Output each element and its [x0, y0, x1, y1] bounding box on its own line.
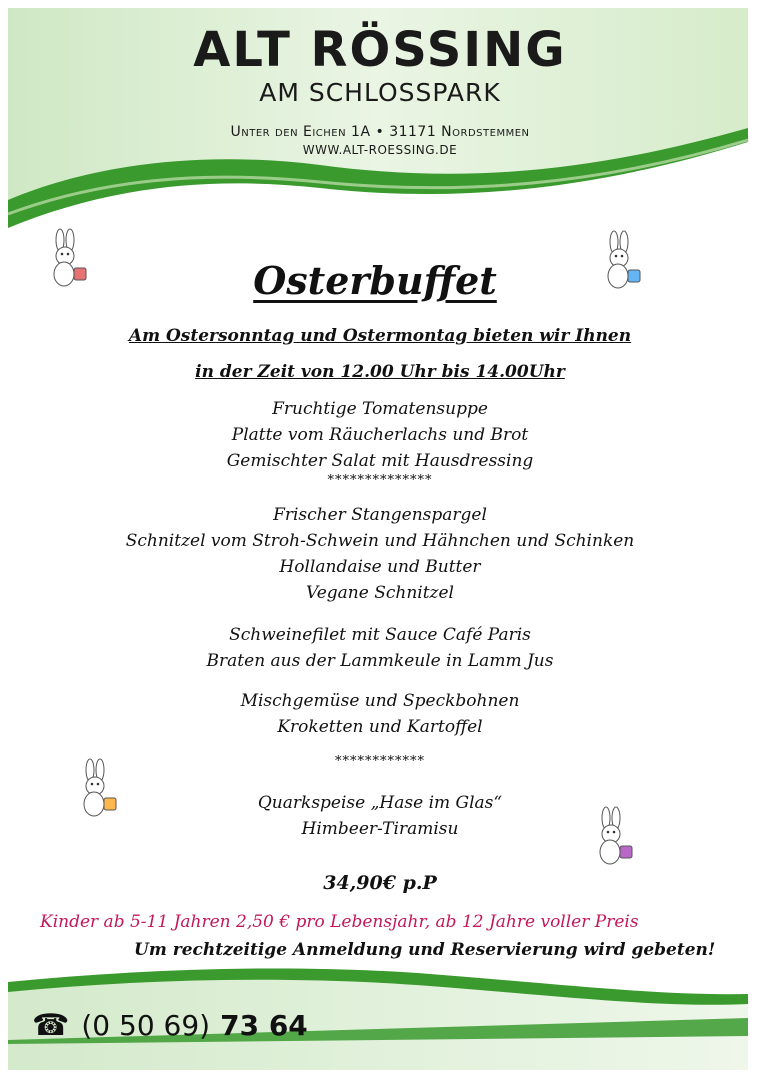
menu-item: Fruchtige Tomatensuppe [272, 399, 488, 419]
restaurant-address: Unter den Eichen 1A • 31171 Nordstemmen [230, 124, 530, 140]
header [0, 22, 760, 157]
separator: ************ [335, 754, 425, 769]
intro-line-1: Am Ostersonntag und Ostermontag bieten wir Ihnen [128, 326, 632, 346]
menu-item: Schnitzel vom Stroh-Schwein und Hähnchen und Schinken [125, 531, 635, 551]
menu-item: Frischer Stangenspargel [273, 505, 487, 525]
menu-item: Gemischter Salat mit Hausdressing [226, 451, 534, 471]
menu-section-4 [0, 688, 760, 740]
menu-section-3 [0, 622, 760, 674]
menu-item: Platte vom Räucherlachs und Brot [231, 425, 529, 445]
phone-contact [32, 1008, 308, 1043]
kids-price-note: Kinder ab 5-11 Jahren 2,50 € pro Lebensjahr, ab 12 Jahre voller Preis [40, 912, 639, 932]
menu-item: Braten aus der Lammkeule in Lamm Jus [206, 651, 554, 671]
restaurant-subtitle: AM SCHLOSSPARK [259, 78, 501, 107]
menu-item: Mischgemüse und Speckbohnen [240, 691, 520, 711]
phone-prefix: (0 50 69) [81, 1009, 211, 1042]
phone-icon: ☎ [32, 1008, 70, 1043]
phone-number: 73 64 [220, 1009, 308, 1042]
menu-item: Hollandaise und Butter [279, 557, 481, 577]
restaurant-name: ALT RÖSSING [193, 22, 567, 78]
menu-section-5 [0, 790, 760, 842]
menu-item: Himbeer-Tiramisu [301, 819, 459, 839]
separator: ************** [327, 473, 433, 488]
menu-section-1 [0, 396, 760, 488]
intro-line-2: in der Zeit von 12.00 Uhr bis 14.00Uhr [195, 362, 565, 382]
menu-title: Osterbuffet [253, 258, 497, 303]
menu-item: Vegane Schnitzel [306, 583, 454, 603]
reservation-notice: Um rechtzeitige Anmeldung und Reservierung wird gebeten! [134, 940, 716, 960]
menu-item: Kroketten und Kartoffel [277, 717, 483, 737]
restaurant-website: WWW.ALT-ROESSING.DE [302, 143, 458, 157]
price: 34,90€ p.P [323, 872, 437, 894]
menu-item: Quarkspeise „Hase im Glas“ [257, 793, 503, 813]
menu-item: Schweinefilet mit Sauce Café Paris [229, 625, 531, 645]
menu-section-2 [0, 502, 760, 606]
